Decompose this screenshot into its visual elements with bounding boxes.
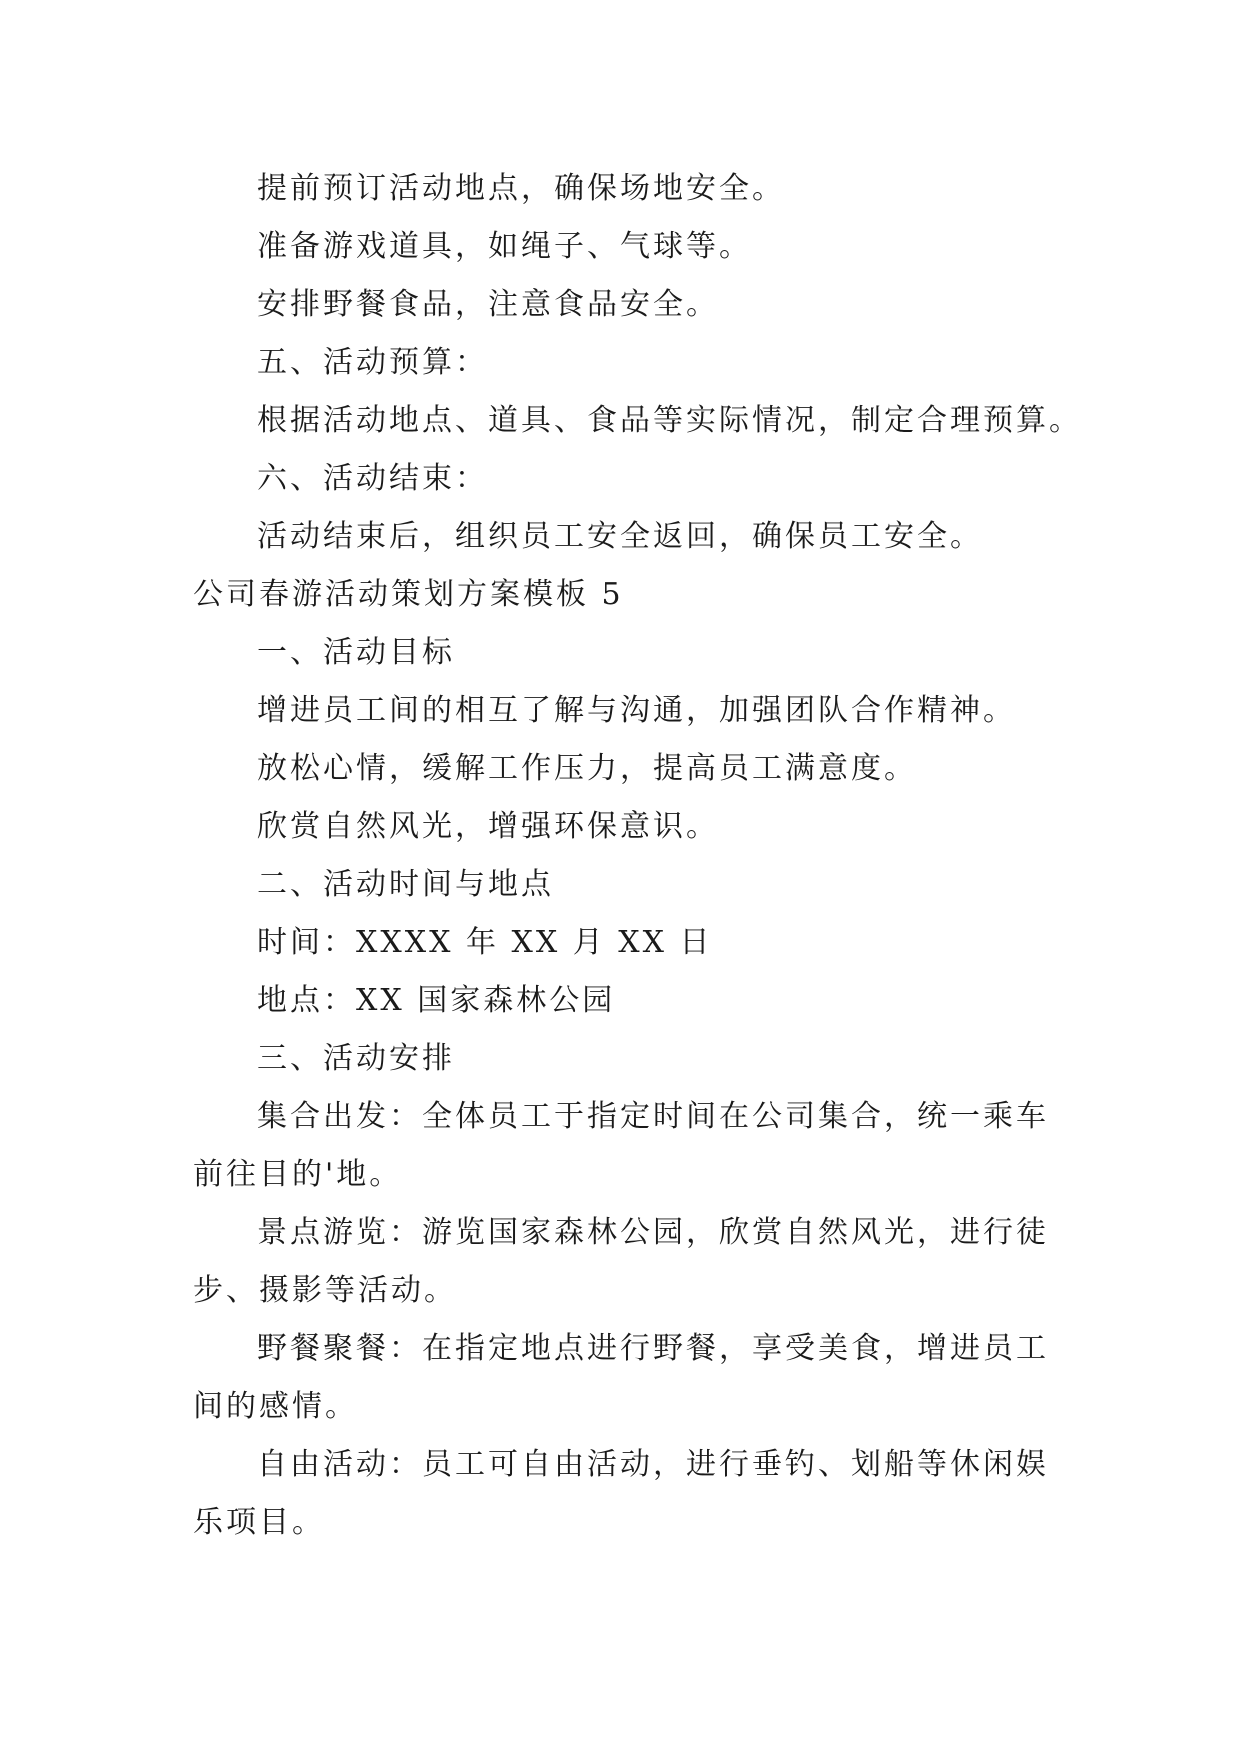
paragraph-line: 集合出发：全体员工于指定时间在公司集合，统一乘车 bbox=[257, 1099, 1049, 1134]
paragraph-line: 乐项目。 bbox=[193, 1505, 325, 1540]
document-title: 公司春游活动策划方案模板 5 bbox=[193, 577, 624, 612]
paragraph-line: 地点：XX 国家森林公园 bbox=[257, 983, 616, 1018]
paragraph-line: 增进员工间的相互了解与沟通，加强团队合作精神。 bbox=[257, 693, 1016, 728]
section-heading: 一、活动目标 bbox=[257, 635, 455, 670]
paragraph-line: 安排野餐食品，注意食品安全。 bbox=[257, 287, 719, 322]
section-heading: 二、活动时间与地点 bbox=[257, 867, 554, 902]
paragraph-line: 间的感情。 bbox=[193, 1389, 358, 1424]
paragraph-line: 自由活动：员工可自由活动，进行垂钓、划船等休闲娱 bbox=[257, 1447, 1049, 1482]
paragraph-line: 时间：XXXX 年 XX 月 XX 日 bbox=[257, 925, 713, 960]
paragraph-line: 提前预订活动地点，确保场地安全。 bbox=[257, 171, 785, 206]
paragraph-line: 准备游戏道具，如绳子、气球等。 bbox=[257, 229, 752, 264]
section-heading: 六、活动结束： bbox=[257, 461, 488, 496]
paragraph-line: 放松心情，缓解工作压力，提高员工满意度。 bbox=[257, 751, 917, 786]
paragraph-line: 步、摄影等活动。 bbox=[193, 1273, 457, 1308]
paragraph-line: 根据活动地点、道具、食品等实际情况，制定合理预算。 bbox=[257, 403, 1082, 438]
paragraph-line: 景点游览：游览国家森林公园，欣赏自然风光，进行徒 bbox=[257, 1215, 1049, 1250]
section-heading: 五、活动预算： bbox=[257, 345, 488, 380]
document-body bbox=[193, 160, 1082, 1552]
paragraph-line: 前往目的'地。 bbox=[193, 1157, 403, 1192]
section-heading: 三、活动安排 bbox=[257, 1041, 455, 1076]
paragraph-line: 欣赏自然风光，增强环保意识。 bbox=[257, 809, 719, 844]
paragraph-line: 活动结束后，组织员工安全返回，确保员工安全。 bbox=[257, 519, 983, 554]
paragraph-line: 野餐聚餐：在指定地点进行野餐，享受美食，增进员工 bbox=[257, 1331, 1049, 1366]
